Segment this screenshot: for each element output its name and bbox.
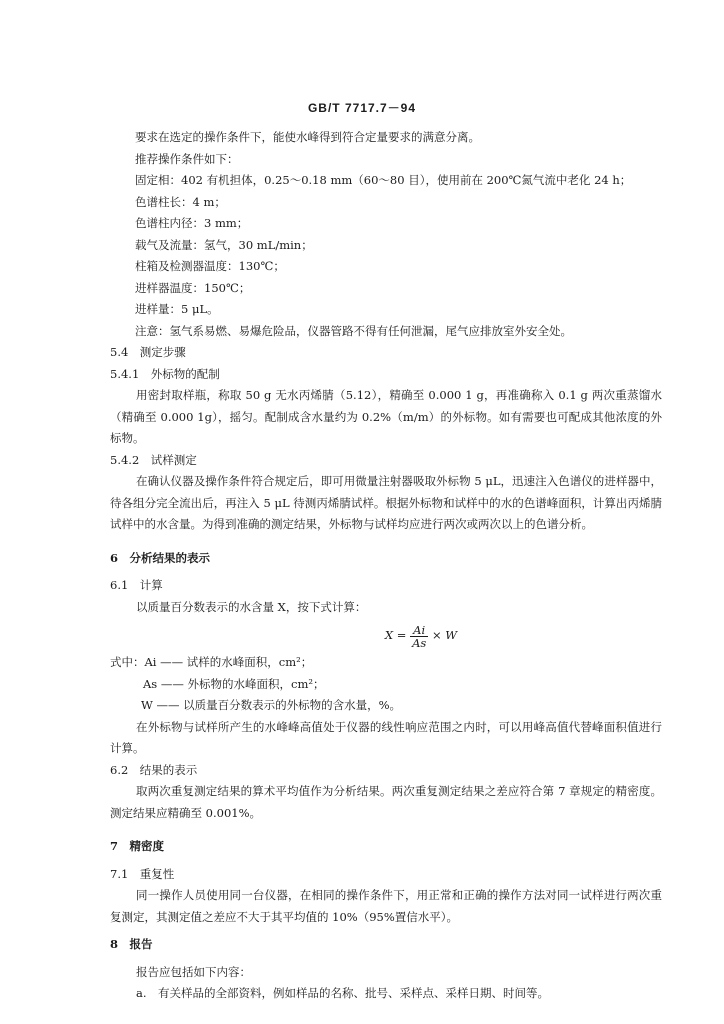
list-item-a: a. 有关样品的全部资料，例如样品的名称、批号、采样点、采样日期、时间等。 bbox=[136, 986, 550, 1000]
text-line: 色谱柱长：4 m； bbox=[135, 194, 226, 209]
section-heading-5-4-1: 5.4.1 外标物的配制 bbox=[110, 366, 220, 381]
document-body bbox=[110, 127, 662, 1005]
text-line: 色谱柱内径：3 mm； bbox=[135, 216, 249, 230]
paragraph-7-1: 同一操作人员使用同一台仪器，在相同的操作条件下，用正常和正确的操作方法对同一试样进行两次重复测定，其测定值之差应不大于其平均值的 10%（95%置信水平）。 bbox=[110, 888, 662, 924]
note-line: 注意：氢气系易燃、易爆危险品，仪器管路不得有任何泄漏，尾气应排放室外安全处。 bbox=[135, 323, 572, 338]
formula-denominator: As bbox=[412, 635, 427, 650]
formula-fraction bbox=[410, 624, 428, 649]
section-heading-6: 6 分析结果的表示 bbox=[110, 550, 211, 565]
paragraph-5-4-1: 用密封取样瓶，称取 50 g 无水丙烯腈（5.12），精确至 0.000 1 g，再准确称入 0.1 g 两次重蒸馏水（精确至 0.000 1g），摇匀。配制成含水量约为 0.2%（m/m）的外标物。如有需要也可配成其他浓度的外标物。 bbox=[110, 388, 662, 445]
section-heading-8: 8 报告 bbox=[110, 937, 153, 951]
text-line: 推荐操作条件如下： bbox=[135, 151, 239, 166]
text-line: 要求在选定的操作条件下，能使水峰得到符合定量要求的满意分离。 bbox=[135, 130, 480, 144]
section-heading-6-2: 6.2 结果的表示 bbox=[110, 762, 198, 777]
formula bbox=[180, 620, 662, 650]
section-heading-6-1: 6.1 计算 bbox=[110, 578, 163, 592]
formula-rhs: × W bbox=[431, 628, 458, 642]
paragraph-6-2: 取两次重复测定结果的算术平均值作为分析结果。两次重复测定结果之差应符合第 7 章规定的精密度。测定结果应精确至 0.001%。 bbox=[110, 784, 662, 820]
definition-line: W —— 以质量百分数表示的外标物的含水量，%。 bbox=[141, 698, 402, 712]
paragraph-6-1-b: 在外标物与试样所产生的水峰峰高值处于仪器的线性响应范围之内时，可以用峰高值代替峰面积值进行计算。 bbox=[110, 719, 662, 755]
section-heading-7-1: 7.1 重复性 bbox=[110, 866, 175, 881]
section-heading-5-4-2: 5.4.2 试样测定 bbox=[110, 452, 197, 467]
formula-lhs: X = bbox=[384, 628, 407, 642]
page-header: GB/T 7717.7－94 bbox=[307, 101, 417, 115]
text-line: 进样器温度：150℃； bbox=[135, 280, 251, 295]
formula-numerator: Ai bbox=[410, 624, 428, 637]
section-heading-5-4: 5.4 测定步骤 bbox=[110, 345, 186, 359]
paragraph-5-4-2: 在确认仪器及操作条件符合规定后，即可用微量注射器吸取外标物 5 μL，迅速注入色谱仪的进样器中，待各组分完全流出后，再注入 5 μL 待测丙烯腈试样。根据外标物和试样中的水的色谱峰面积，计算出丙烯腈试样中的水含量。为得到准确的测定结果，外标物与试样均应进行两次或两次以上的色谱分析。 bbox=[110, 474, 662, 531]
text-line: 柱箱及检测器温度：130℃； bbox=[135, 259, 285, 273]
text-line: 载气及流量：氢气，30 mL/min； bbox=[135, 237, 313, 252]
paragraph-8: 报告应包括如下内容： bbox=[136, 964, 251, 979]
paragraph-6-1: 以质量百分数表示的水含量 X，按下式计算： bbox=[136, 599, 367, 614]
definition-line: 式中：Ai —— 试样的水峰面积，cm²； bbox=[110, 655, 313, 669]
text-line: 固定相：402 有机担体，0.25～0.18 mm（60～80 目），使用前在 200℃氮气流中老化 24 h； bbox=[135, 173, 632, 187]
section-heading-7: 7 精密度 bbox=[110, 839, 165, 853]
definition-line: As —— 外标物的水峰面积，cm²； bbox=[143, 676, 325, 691]
text-line: 进样量：5 μL。 bbox=[135, 302, 219, 316]
